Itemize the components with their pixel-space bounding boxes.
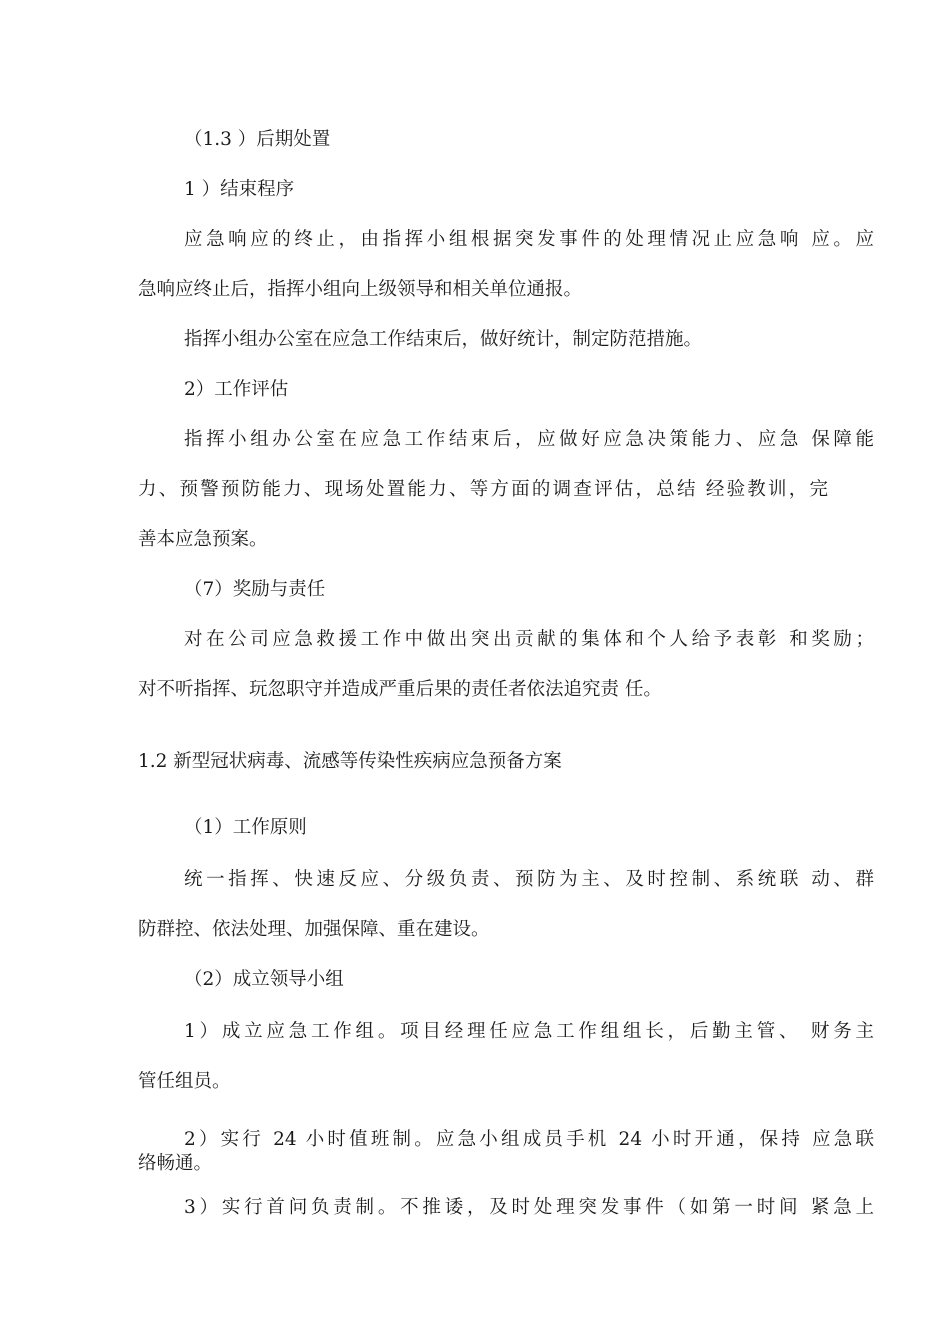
item-heading-termination: 1 ）结束程序 (184, 179, 295, 200)
paragraph-line: 防群控、依法处理、加强保障、重在建设。 (138, 919, 490, 940)
paragraph-line: 对在公司应急救援工作中做出突出贡献的集体和个人给予表彰 和奖励； (184, 629, 874, 650)
paragraph-line: 指挥小组办公室在应急工作结束后，做好统计，制定防范措施。 (184, 329, 703, 350)
item-heading-evaluation: 2）工作评估 (184, 379, 289, 400)
paragraph-line: 统一指挥、快速反应、分级负责、预防为主、及时控制、系统联 动、群 (184, 869, 874, 890)
subsection-heading-leadership: （2）成立领导小组 (184, 969, 344, 990)
paragraph-line: 指挥小组办公室在应急工作结束后，应做好应急决策能力、应急 保障能 (184, 429, 874, 450)
paragraph-line: 络畅通。 (138, 1153, 213, 1174)
paragraph-line: 1）成立应急工作组。项目经理任应急工作组组长，后勤主管、 财务主 (184, 1021, 874, 1042)
subsection-heading-principles: （1）工作原则 (184, 817, 307, 838)
paragraph-line: 善本应急预案。 (138, 529, 268, 550)
paragraph-line: 2）实行 24 小时值班制。应急小组成员手机 24 小时开通，保持 应急联 (184, 1129, 874, 1150)
paragraph-line: 急响应终止后，指挥小组向上级领导和相关单位通报。 (138, 279, 583, 300)
paragraph-line: 力、预警预防能力、现场处置能力、等方面的调查评估，总结 经验教训，完 (138, 479, 828, 500)
paragraph-line: 应急响应的终止，由指挥小组根据突发事件的处理情况止应急响 应。应 (184, 229, 874, 250)
section-heading-epidemic-plan: 1.2 新型冠状病毒、流感等传染性疾病应急预备方案 (138, 751, 562, 772)
paragraph-line: 管任组员。 (138, 1071, 231, 1092)
paragraph-line: 对不听指挥、玩忽职守并造成严重后果的责任者依法追究责 任。 (138, 679, 662, 700)
subsection-heading-rewards: （7）奖励与责任 (184, 579, 326, 600)
subsection-heading-aftermath: （1.3 ）后期处置 (184, 129, 331, 150)
paragraph-line: 3）实行首问负责制。不推诿，及时处理突发事件（如第一时间 紧急上 (184, 1197, 874, 1218)
